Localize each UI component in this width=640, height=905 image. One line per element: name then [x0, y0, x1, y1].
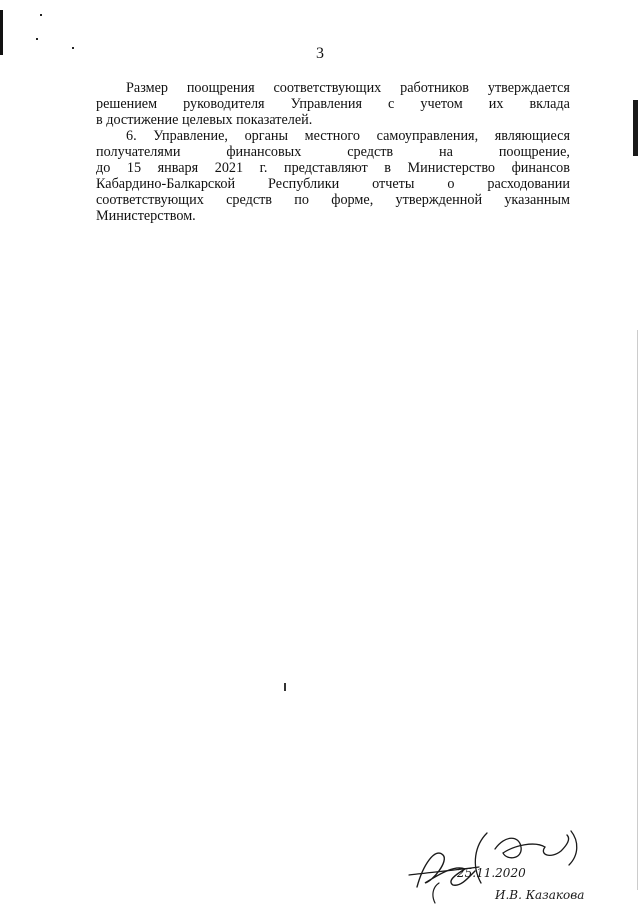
- text-word: средств: [226, 192, 273, 208]
- text-word: форме,: [331, 192, 374, 208]
- text-line: [96, 80, 570, 96]
- text-word: соответствующих: [273, 80, 382, 96]
- text-line: [96, 128, 570, 144]
- scan-speck: [284, 683, 286, 691]
- text-word: утвержденной: [395, 192, 483, 208]
- text-word: отчеты: [372, 176, 415, 192]
- text-word: финансов: [511, 160, 570, 176]
- text-word: Размер: [126, 80, 168, 96]
- scan-edge-mark: [633, 100, 638, 156]
- signature-name: И.В. Казакова: [495, 888, 585, 902]
- text-word: января: [157, 160, 199, 176]
- text-word: в: [384, 160, 391, 176]
- text-word: являющиеся: [494, 128, 570, 144]
- text-word: получателями: [96, 144, 181, 160]
- text-word: Кабардино-Балкарской: [96, 176, 236, 192]
- text-word: Министерством.: [96, 208, 196, 224]
- text-line: [96, 160, 570, 176]
- text-word: о: [447, 176, 455, 192]
- text-word: указанным: [504, 192, 570, 208]
- text-word: вклада: [529, 96, 570, 112]
- text-word: учетом: [420, 96, 463, 112]
- text-word: 6.: [126, 128, 137, 144]
- text-word: по: [294, 192, 309, 208]
- text-word: руководителя: [183, 96, 265, 112]
- text-line: [96, 192, 570, 208]
- text-line: [96, 112, 570, 128]
- text-word: 15: [126, 160, 142, 176]
- text-word: органы: [244, 128, 288, 144]
- text-word: самоуправления,: [376, 128, 479, 144]
- text-word: 2021: [214, 160, 244, 176]
- text-word: г.: [259, 160, 268, 176]
- text-line: [96, 208, 570, 224]
- text-word: финансовых: [226, 144, 302, 160]
- text-word: до: [96, 160, 111, 176]
- text-word: местного: [304, 128, 360, 144]
- scan-edge-line: [637, 330, 638, 890]
- text-word: решением: [96, 96, 158, 112]
- text-word: средств: [347, 144, 394, 160]
- page-number: 3: [316, 45, 324, 62]
- text-word: соответствующих: [96, 192, 204, 208]
- text-word: утверждается: [487, 80, 570, 96]
- text-word: Управления: [290, 96, 362, 112]
- text-line: [96, 144, 570, 160]
- text-word: поощрения: [186, 80, 255, 96]
- text-word: с: [388, 96, 395, 112]
- signature-date: 25.11.2020: [457, 866, 526, 880]
- handwritten-signature: [395, 825, 640, 905]
- scan-speck: [40, 14, 42, 16]
- text-line: [96, 176, 570, 192]
- text-word: Управление,: [153, 128, 228, 144]
- text-word: представляют: [284, 160, 368, 176]
- text-word: их: [488, 96, 504, 112]
- text-line: [96, 96, 570, 112]
- scan-speck: [36, 38, 38, 40]
- text-word: на: [439, 144, 453, 160]
- text-word: Республики: [268, 176, 340, 192]
- text-word: расходовании: [487, 176, 570, 192]
- text-word: поощрение,: [498, 144, 570, 160]
- text-word: Министерство: [407, 160, 496, 176]
- document-body: [96, 80, 570, 224]
- text-word: в достижение целевых показателей.: [96, 112, 313, 128]
- text-word: работников: [400, 80, 469, 96]
